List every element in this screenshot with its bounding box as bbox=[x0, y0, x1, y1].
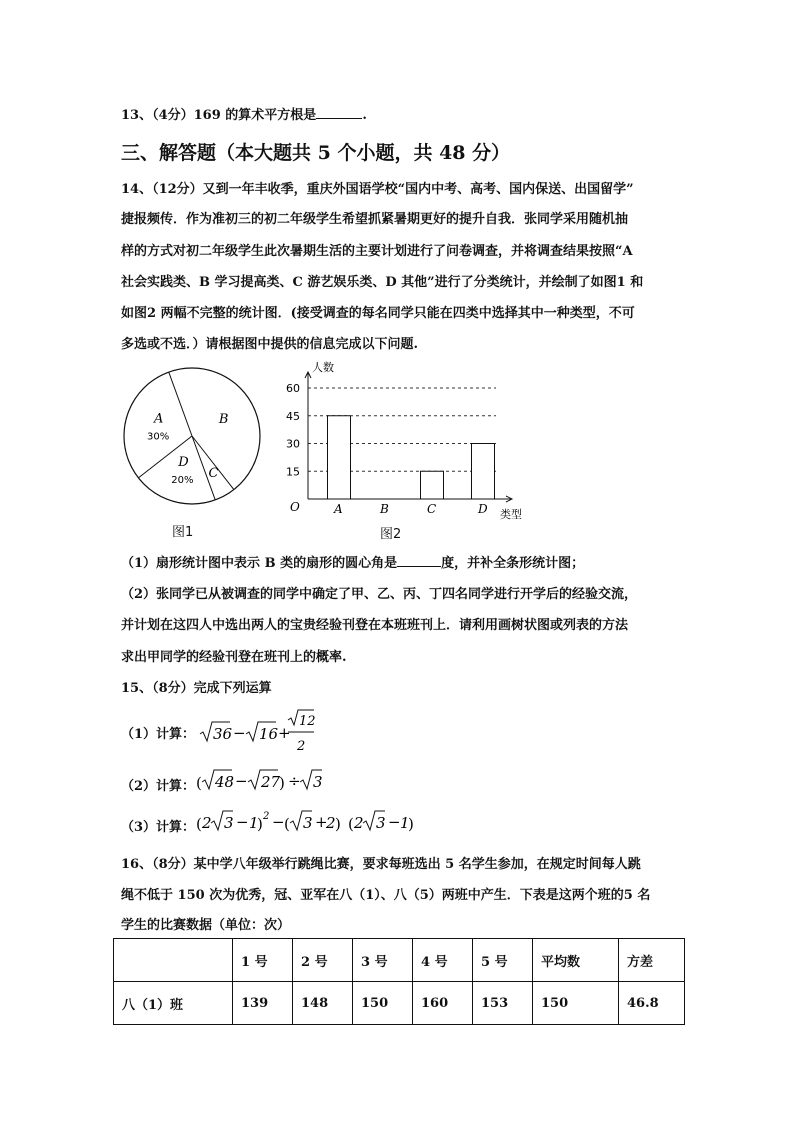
item-number: （2） bbox=[121, 779, 157, 794]
q16-line: 绳不低于 150 次为优秀，冠、亚军在八（1）、八（5）两班中产生．下表是这两个班的5 名 bbox=[121, 888, 651, 903]
pie-slice-label: B bbox=[218, 411, 229, 427]
section-title: 三、解答题（本大题共 5 个小题，共 48 分） bbox=[121, 142, 511, 164]
radicand: 3 bbox=[303, 814, 313, 832]
table-cell: 46.8 bbox=[619, 982, 685, 1025]
table-header-cell: 1 号 bbox=[233, 939, 293, 982]
table-header-cell: 2 号 bbox=[293, 939, 353, 982]
table-cell: 153 bbox=[473, 982, 533, 1025]
minus-sign: − bbox=[272, 813, 285, 831]
pie-slice-boundary bbox=[169, 372, 192, 436]
close-paren: ) bbox=[335, 815, 341, 833]
radicand: 3 bbox=[376, 814, 386, 832]
figure-1-caption: 图1 bbox=[172, 525, 194, 540]
coefficient: 2 bbox=[202, 814, 212, 832]
minus-sign: − bbox=[235, 772, 248, 790]
y-tick-label: 30 bbox=[286, 437, 300, 451]
q15-title: 15、（8分）完成下列运算 bbox=[121, 681, 272, 696]
q13-end: . bbox=[362, 108, 367, 123]
x-tick-label: C bbox=[427, 502, 437, 516]
radicand: 12 bbox=[299, 714, 316, 729]
minus-sign: − bbox=[236, 813, 249, 831]
answer-blank bbox=[397, 554, 441, 567]
bar bbox=[472, 444, 495, 500]
q14-line: 样的方式对初二年级学生此次暑期生活的主要计划进行了问卷调查，并将调查结果按照“A bbox=[121, 244, 633, 259]
exponent: 2 bbox=[263, 811, 270, 822]
x-tick-label: D bbox=[478, 502, 488, 516]
radicand: 27 bbox=[261, 773, 281, 791]
item-number: （3） bbox=[121, 820, 157, 835]
table-header-cell: 平均数 bbox=[533, 939, 619, 982]
q14-sub1-text: （1）扇形统计图中表示 B 类的扇形的圆心角是 bbox=[121, 556, 398, 571]
pie-slice-label: D bbox=[178, 454, 189, 470]
table-header-cell: 5 号 bbox=[473, 939, 533, 982]
table-header-cell: 方差 bbox=[619, 939, 685, 982]
bar bbox=[421, 471, 444, 499]
close-paren: ) bbox=[257, 815, 263, 833]
radicand: 36 bbox=[213, 725, 233, 743]
denominator: 2 bbox=[297, 739, 306, 754]
table-cell: 八（1）班 bbox=[114, 982, 233, 1025]
open-paren: ( bbox=[196, 774, 202, 792]
q14-sub2-line: （2）张同学已从被调查的同学中确定了甲、乙、丙、丁四名同学进行开学后的经验交流， bbox=[121, 587, 638, 602]
answer-blank bbox=[316, 106, 362, 119]
radicand: 3 bbox=[224, 814, 234, 832]
x-tick-label: A bbox=[334, 502, 343, 516]
q14-sub1 bbox=[121, 552, 584, 571]
q14-line: 14、（12分）又到一年丰收季，重庆外国语学校“国内中考、高考、国内保送、出国留学” bbox=[121, 182, 634, 197]
q15-expr-3 bbox=[196, 806, 416, 838]
q14-sub2-line: 并计划在这四人中选出两人的宝贵经验刊登在本班班刊上．请利用画树状图或列表的方法 bbox=[121, 618, 629, 633]
pie-slice-label: A bbox=[154, 411, 164, 427]
x-tick-label: B bbox=[380, 502, 389, 516]
divide-sign: ÷ bbox=[288, 772, 301, 790]
q14-sub2-line: 求出甲同学的经验刊登在班刊上的概率. bbox=[121, 650, 347, 665]
q15-expr-1 bbox=[196, 708, 316, 758]
radicand: 48 bbox=[215, 773, 235, 791]
close-paren: ) bbox=[279, 774, 285, 792]
pie-percent-label: 20% bbox=[171, 474, 194, 486]
open-paren: ( bbox=[196, 815, 202, 833]
coefficient: 2 bbox=[354, 814, 364, 832]
constant: 1 bbox=[400, 814, 410, 832]
open-paren: ( bbox=[348, 815, 354, 833]
q14-line: 捷报频传．作为准初三的初二年级学生希望抓紧暑期更好的提升自我．张同学采用随机抽 bbox=[121, 212, 629, 227]
item-number: （1） bbox=[121, 727, 157, 742]
table-cell: 150 bbox=[353, 982, 413, 1025]
table-row bbox=[114, 982, 685, 1025]
table-header-cell bbox=[114, 939, 233, 982]
bar-chart bbox=[280, 356, 530, 524]
table-cell: 139 bbox=[233, 982, 293, 1025]
y-tick-label: 60 bbox=[286, 382, 300, 395]
calc-label: 计算： bbox=[156, 779, 196, 794]
table-header-row bbox=[114, 939, 685, 982]
q15-item-2 bbox=[121, 775, 195, 794]
q14-sub1-text-end: 度，并补全条形统计图； bbox=[441, 556, 585, 571]
bar bbox=[328, 416, 351, 499]
calc-label: 计算： bbox=[156, 820, 196, 835]
pie-chart bbox=[118, 365, 278, 525]
question-13 bbox=[121, 104, 367, 123]
open-paren: ( bbox=[284, 815, 290, 833]
pie-percent-label: 30% bbox=[147, 431, 170, 443]
table-cell: 160 bbox=[413, 982, 473, 1025]
minus-sign: − bbox=[233, 724, 246, 742]
radicand: 3 bbox=[313, 773, 323, 791]
figure-2-caption: 图2 bbox=[380, 527, 402, 542]
results-table bbox=[113, 938, 685, 1025]
radicand: 16 bbox=[259, 725, 279, 743]
q13-text: 13、（4分）169 的算术平方根是 bbox=[121, 108, 317, 123]
constant: 1 bbox=[249, 814, 259, 832]
y-tick-label: 15 bbox=[286, 465, 300, 479]
q14-line: 社会实践类、B 学习提高类、C 游艺娱乐类、D 其他”进行了分类统计，并绘制了如图1 和 bbox=[121, 275, 644, 290]
q15-expr-2 bbox=[196, 766, 336, 796]
table-header-cell: 3 号 bbox=[353, 939, 413, 982]
plus-sign: + bbox=[315, 813, 328, 831]
q14-line: 如图2 两幅不完整的统计图．(接受调查的每名同学只能在四类中选择其中一种类型，不可 bbox=[121, 306, 635, 321]
table-cell: 150 bbox=[533, 982, 619, 1025]
q16-line: 16、（8分）某中学八年级举行跳绳比赛，要求每班选出 5 名学生参加，在规定时间每人跳 bbox=[121, 857, 641, 872]
q15-item-1 bbox=[121, 723, 195, 742]
plus-sign: + bbox=[278, 724, 291, 742]
q16-line: 学生的比赛数据（单位：次） bbox=[121, 918, 291, 933]
y-tick-label: 45 bbox=[286, 409, 300, 423]
calc-label: 计算： bbox=[156, 727, 196, 742]
pie-slice-label: C bbox=[208, 465, 219, 481]
q14-line: 多选或不选．）请根据图中提供的信息完成以下问题. bbox=[121, 337, 419, 352]
x-axis-label: 类型 bbox=[500, 508, 522, 521]
q15-item-3 bbox=[121, 816, 195, 835]
pie-slice-boundary bbox=[192, 436, 234, 490]
table-cell: 148 bbox=[293, 982, 353, 1025]
constant: 2 bbox=[326, 814, 336, 832]
y-axis-label: 人数 bbox=[312, 361, 334, 374]
origin-label: O bbox=[290, 500, 300, 514]
minus-sign: − bbox=[388, 813, 401, 831]
close-paren: ) bbox=[408, 815, 414, 833]
table-header-cell: 4 号 bbox=[413, 939, 473, 982]
